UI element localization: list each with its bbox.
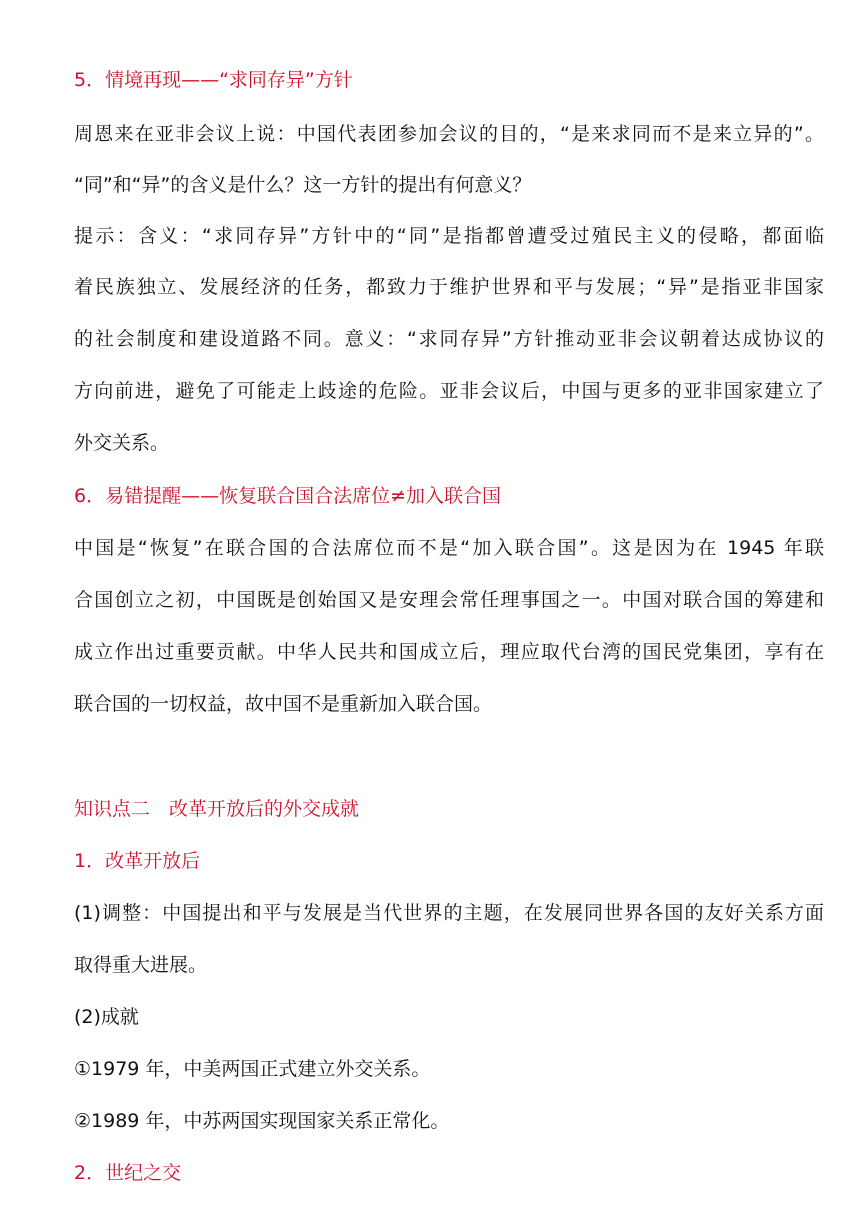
- section-5-hint-line-3: 的社会制度和建设道路不同。意义：“求同存异”方针推动亚非会议朝着达成协议的: [74, 328, 824, 350]
- knowledge-point-2-heading: 知识点二 改革开放后的外交成就: [74, 798, 360, 820]
- section-5-question-line-2: “同”和“异”的含义是什么？这一方针的提出有何意义？: [74, 174, 532, 196]
- section-5-heading: 5．情境再现——“求同存异”方针: [74, 69, 353, 91]
- section-5-question-line-1: 周恩来在亚非会议上说：中国代表团参加会议的目的，“是来求同而不是来立异的”。: [74, 123, 824, 145]
- section-5-hint-line-4: 方向前进，避免了可能走上歧途的危险。亚非会议后，中国与更多的亚非国家建立了: [74, 380, 824, 402]
- achievement-item-1: ①1979 年，中美两国正式建立外交关系。: [74, 1058, 431, 1080]
- subsection-2-heading: 2．世纪之交: [74, 1162, 182, 1184]
- section-6-body-line-3: 成立作出过重要贡献。中华人民共和国成立后，理应取代台湾的国民党集团，享有在: [74, 641, 824, 663]
- adjustment-line-1: (1)调整：中国提出和平与发展是当代世界的主题，在发展同世界各国的友好关系方面: [74, 902, 824, 924]
- achievement-item-2: ②1989 年，中苏两国实现国家关系正常化。: [74, 1110, 450, 1132]
- section-5-hint-line-2: 着民族独立、发展经济的任务，都致力于维护世界和平与发展；“异”是指亚非国家: [74, 276, 824, 298]
- section-6-heading: 6．易错提醒——恢复联合国合法席位≠加入联合国: [74, 485, 502, 507]
- section-6-body-line-2: 合国创立之初，中国既是创始国又是安理会常任理事国之一。中国对联合国的筹建和: [74, 589, 824, 611]
- adjustment-line-2: 取得重大进展。: [74, 954, 208, 976]
- section-5-hint-line-1: 提示：含义：“求同存异”方针中的“同”是指都曾遭受过殖民主义的侵略，都面临: [74, 225, 824, 247]
- section-6-body-line-1: 中国是“恢复”在联合国的合法席位而不是“加入联合国”。这是因为在 1945 年联: [74, 537, 824, 559]
- achievements-label: (2)成就: [74, 1006, 139, 1028]
- section-5-hint-line-5: 外交关系。: [74, 432, 170, 454]
- section-6-body-line-4: 联合国的一切权益，故中国不是重新加入联合国。: [74, 693, 493, 715]
- subsection-1-heading: 1．改革开放后: [74, 850, 201, 872]
